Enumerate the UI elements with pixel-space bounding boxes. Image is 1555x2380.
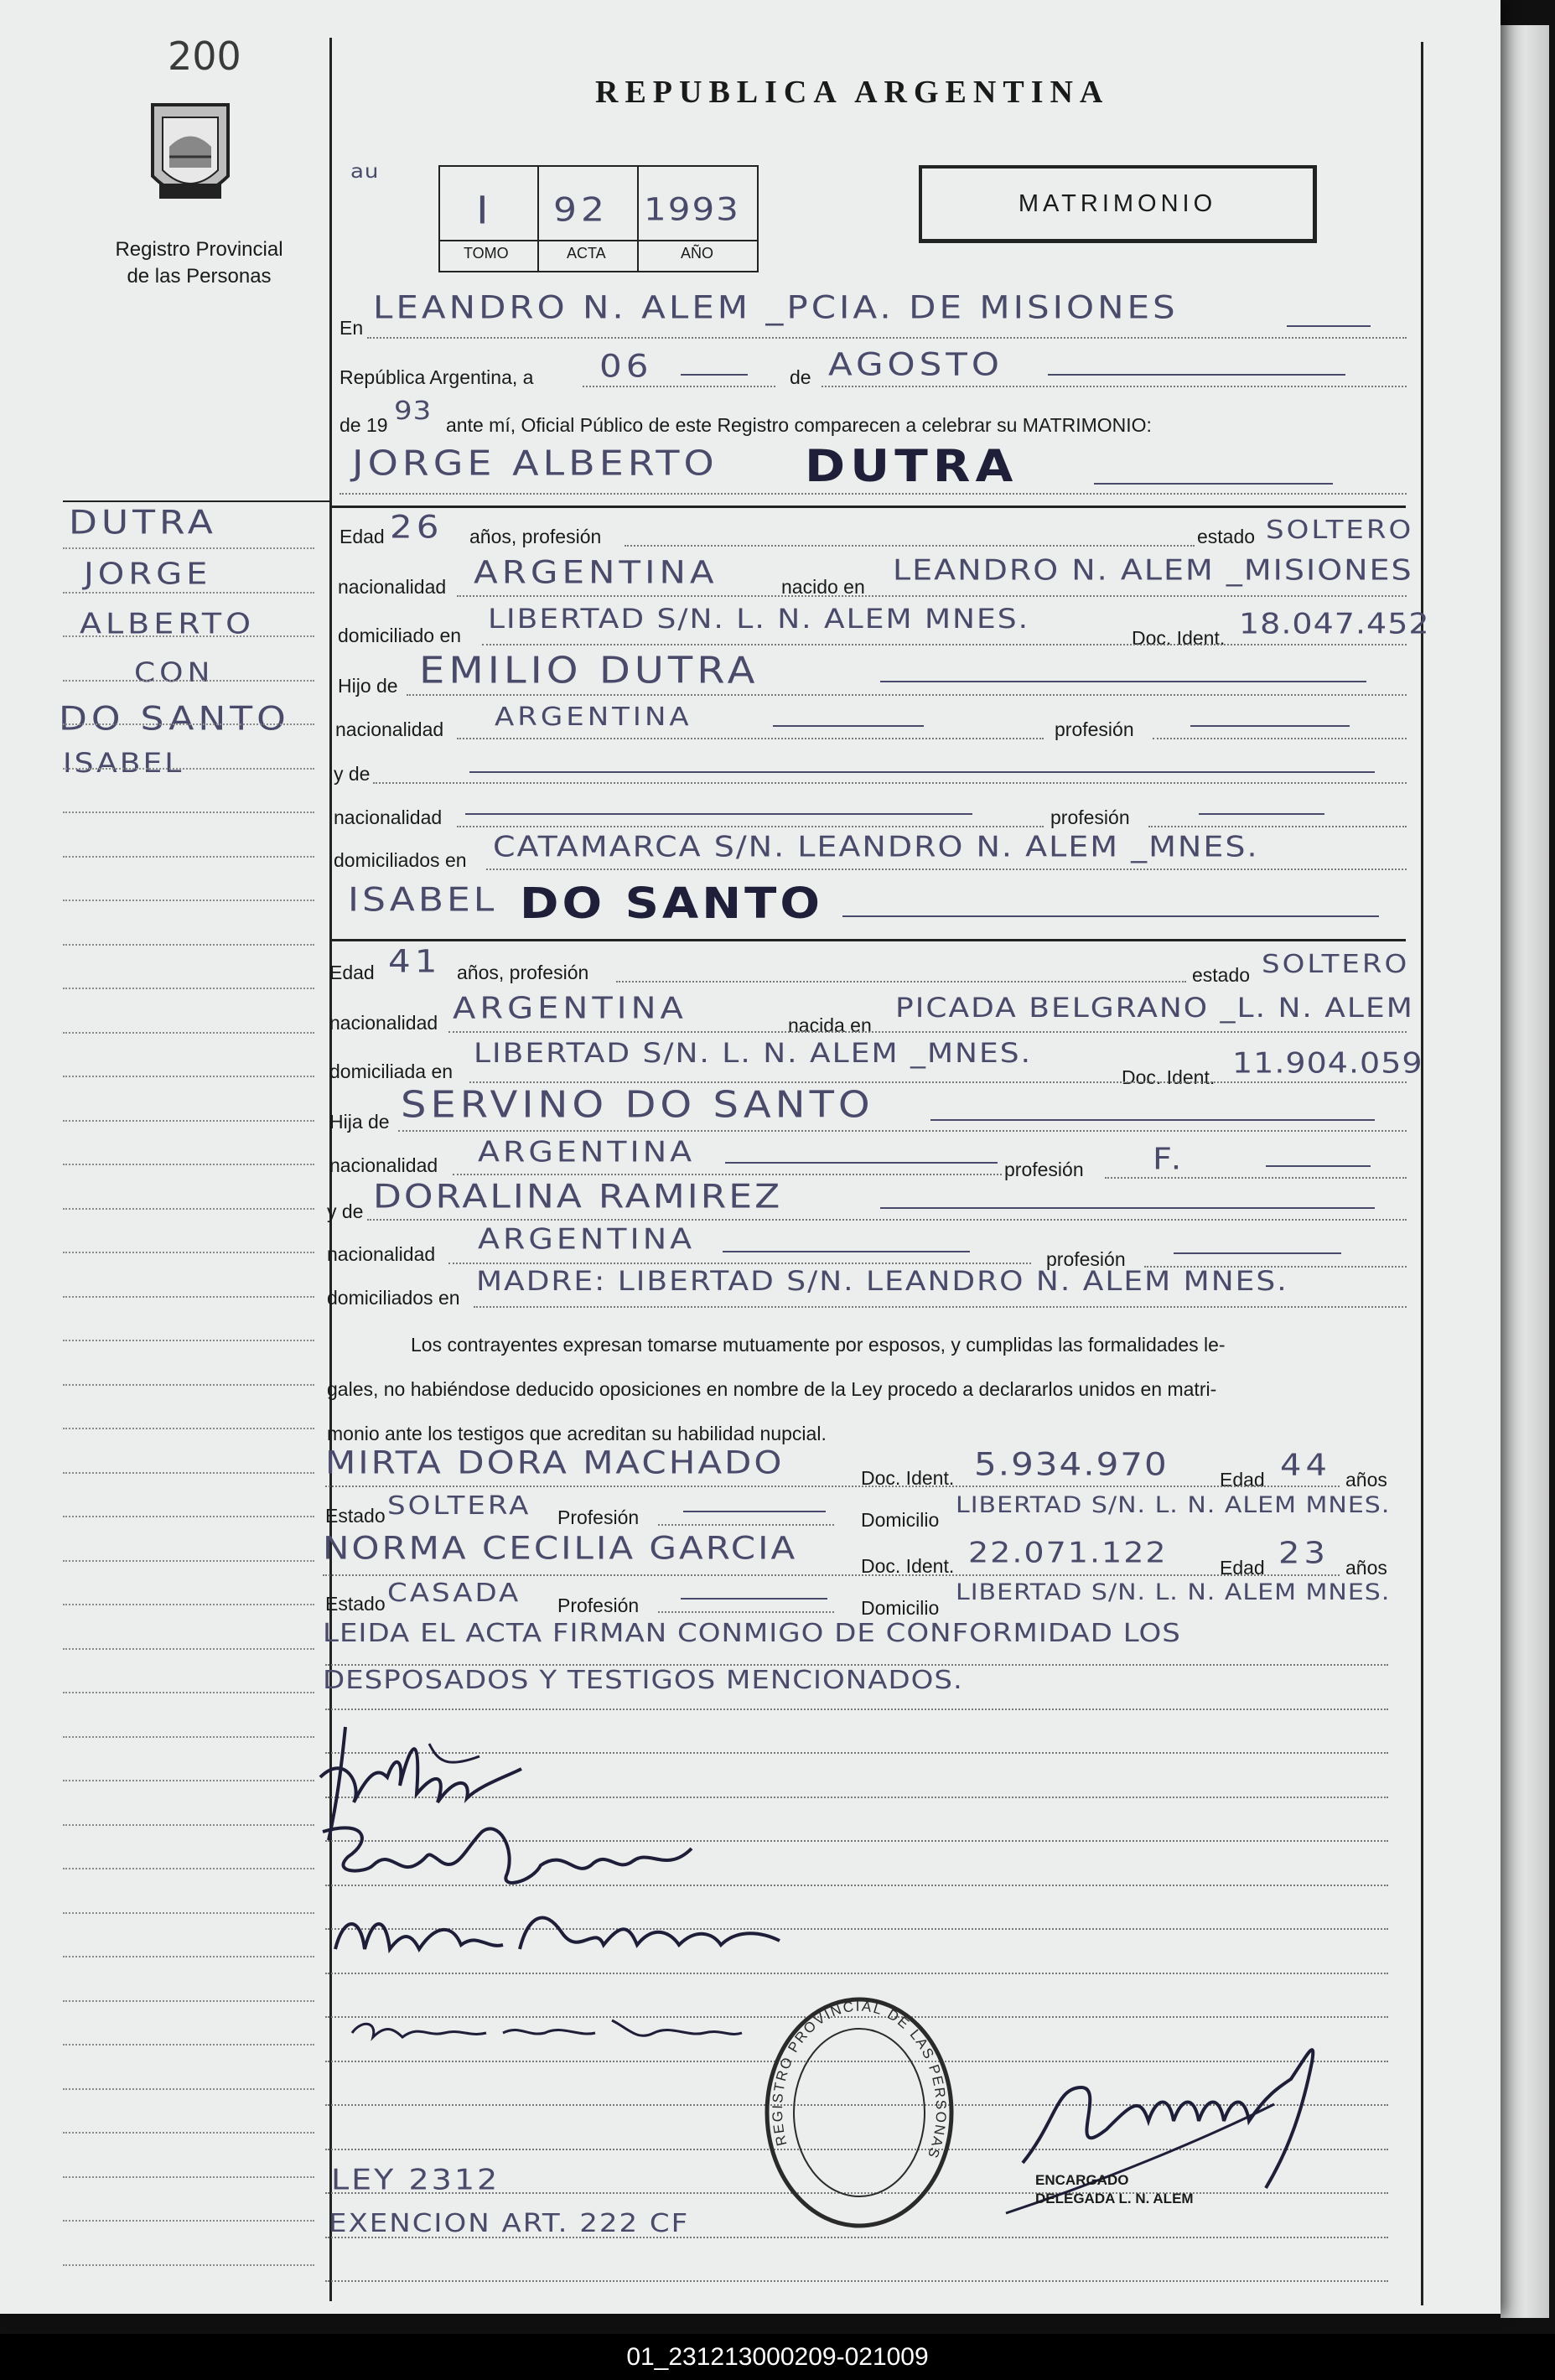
bride-father-profession: F.	[1153, 1142, 1186, 1177]
bride-doc-label: Doc. Ident.	[1122, 1066, 1215, 1088]
en-label: En	[340, 317, 364, 339]
registry-stamp	[759, 1991, 960, 2234]
right-page-border	[1421, 42, 1423, 2305]
annotation-mark: au	[350, 160, 380, 184]
groom-age: 26	[390, 508, 443, 546]
dotted-line	[1105, 1177, 1407, 1179]
bride-dom-label: domiciliada en	[329, 1060, 454, 1082]
witness-1-civil-status: SOLTERA	[387, 1491, 531, 1521]
fill-dash	[725, 1162, 998, 1164]
dotted-line	[469, 1081, 1407, 1083]
doc-type-label: MATRIMONIO	[1018, 190, 1217, 217]
witness-2-civil-status: CASADA	[387, 1578, 521, 1608]
groom-father-nac-label: nacionalidad	[335, 718, 444, 740]
acta-label: ACTA	[567, 245, 606, 262]
bride-father-nationality: ARGENTINA	[478, 1135, 696, 1169]
margin-ruled-line	[63, 1604, 314, 1605]
fill-dash	[773, 725, 924, 727]
dotted-line	[457, 738, 1044, 739]
fill-dash	[723, 1251, 970, 1252]
bride-birthplace: PICADA BELGRANO _L. N. ALEM	[895, 993, 1414, 1024]
groom-civil-status: SOLTERO	[1266, 515, 1414, 545]
witness-2-signature	[344, 2004, 746, 2054]
witness-2-dom-label: Domicilio	[861, 1597, 940, 1619]
margin-bride-surname: DO SANTO	[59, 699, 290, 739]
fill-dash	[1174, 1252, 1341, 1254]
fill-dash	[1094, 483, 1333, 485]
margin-ruled-line	[63, 2088, 314, 2090]
dotted-line	[583, 386, 775, 387]
dotted-line	[482, 644, 1407, 646]
margin-ruled-line	[63, 2176, 314, 2178]
margin-ruled-line	[63, 1252, 314, 1253]
closing-line-1: LEIDA EL ACTA FIRMAN CONMIGO DE CONFORMIDAD LOS	[323, 1618, 1181, 1648]
groom-edad-label: Edad	[340, 526, 385, 547]
registry-line-2: de las Personas	[127, 265, 272, 288]
dotted-line	[486, 869, 1407, 870]
witness-2-anios-label: años	[1345, 1557, 1387, 1579]
dotted-line	[325, 1486, 1340, 1487]
official-stamp-line-2: DELEGADA L. N. ALEM	[1035, 2191, 1194, 2206]
bride-parents-address: MADRE: LIBERTAD S/N. LEANDRO N. ALEM MNES.	[476, 1266, 1288, 1297]
declaration-text	[327, 1323, 1400, 1456]
bride-mother: DORALINA RAMIREZ	[373, 1177, 783, 1216]
year-value: 93	[394, 396, 433, 426]
fill-dash	[880, 1207, 1375, 1209]
margin-ruled-line	[63, 1780, 314, 1781]
margin-ruled-line	[63, 1912, 314, 1914]
margin-ruled-line	[63, 1384, 314, 1386]
groom-parents-address: CATAMARCA S/N. LEANDRO N. ALEM _MNES.	[493, 830, 1259, 863]
margin-ruled-line	[63, 1032, 314, 1034]
bride-nationality: ARGENTINA	[453, 991, 687, 1026]
groom-nac-label: nacionalidad	[338, 576, 447, 598]
doc-type-box	[919, 165, 1317, 243]
groom-given-names: JORGE ALBERTO	[352, 442, 718, 484]
witness-1-address: LIBERTAD S/N. L. N. ALEM MNES.	[956, 1491, 1391, 1519]
margin-ruled-line	[63, 635, 314, 637]
margin-ruled-line	[63, 1560, 314, 1562]
month-value: AGOSTO	[828, 345, 1003, 383]
witness-1-name: MIRTA DORA MACHADO	[325, 1444, 785, 1481]
fill-dash	[1190, 725, 1350, 727]
witness-1-estado-label: Estado	[325, 1505, 386, 1527]
dotted-line	[474, 1306, 1407, 1308]
groom-estado-label: estado	[1197, 526, 1256, 547]
witness-1-age: 44	[1280, 1448, 1331, 1483]
dotted-line	[448, 1031, 1407, 1033]
republica-label: República Argentina, a	[340, 366, 534, 388]
bride-signature	[314, 1815, 700, 1899]
stamp-text: REGISTRO PROVINCIAL DE LAS PERSONAS	[769, 1998, 950, 2162]
section-rule-bride	[331, 939, 1406, 941]
dotted-line	[448, 1263, 1031, 1264]
witness-2-doc-label: Doc. Ident.	[861, 1555, 955, 1577]
groom-document: 18.047.452	[1239, 607, 1430, 640]
fill-dash	[681, 374, 748, 376]
groom-hijo-label: Hijo de	[338, 675, 398, 697]
fill-dash	[880, 681, 1366, 682]
bride-age: 41	[388, 942, 442, 980]
groom-yde-label: y de	[334, 763, 371, 785]
dotted-line	[398, 1130, 1407, 1132]
dotted-line	[1148, 826, 1407, 827]
margin-ruled-line	[63, 1120, 314, 1122]
bride-given-name: ISABEL	[348, 880, 498, 920]
bride-estado-label: estado	[1192, 964, 1251, 986]
margin-first-name: JORGE	[84, 557, 212, 592]
bride-father-prof-label: profesión	[1004, 1159, 1084, 1180]
groom-address: LIBERTAD S/N. L. N. ALEM MNES.	[488, 604, 1030, 635]
bride-surname: DO SANTO	[520, 879, 823, 929]
margin-surname: DUTRA	[69, 503, 217, 542]
margin-ruled-line	[63, 723, 314, 725]
groom-doms-label: domiciliados en	[334, 849, 467, 871]
margin-ruled-line	[63, 1340, 314, 1341]
witness-1-doc-label: Doc. Ident.	[861, 1467, 955, 1489]
registry-line-1: Registro Provincial	[115, 238, 283, 261]
provincial-seal-icon	[144, 96, 236, 214]
groom-mother-nac-label: nacionalidad	[334, 806, 443, 828]
margin-ruled-line	[63, 1208, 314, 1210]
dotted-line	[625, 545, 1195, 547]
fill-dash	[681, 1598, 827, 1600]
next-page-edge	[1501, 25, 1549, 2318]
margin-ruled-line	[63, 592, 314, 594]
body-ruled-line	[325, 2280, 1388, 2282]
declaration-line-3: monio ante los testigos que acreditan su habilidad nupcial.	[327, 1423, 827, 1444]
box-divider	[537, 165, 539, 271]
witness-2-name: NORMA CECILIA GARCIA	[323, 1529, 798, 1567]
dotted-line	[457, 595, 1407, 597]
tomo-value: I	[476, 188, 493, 233]
margin-ruled-line	[63, 1956, 314, 1957]
declaration-line-2: gales, no habiéndose deducido oposiciones en nombre de la Ley procedo a declararlos unidos en matri-	[327, 1378, 1217, 1400]
comparecen-text: ante mí, Oficial Público de este Registro comparecen a celebrar su MATRIMONIO:	[446, 414, 1152, 436]
groom-nacido-label: nacido en	[781, 576, 865, 598]
bride-father-nac-label: nacionalidad	[329, 1154, 438, 1176]
margin-ruled-line	[63, 680, 314, 682]
bride-yde-label: y de	[327, 1200, 364, 1222]
dotted-line	[453, 1174, 1002, 1175]
section-rule-groom	[331, 506, 1406, 508]
bride-document: 11.904.059	[1232, 1046, 1423, 1080]
dotted-line	[367, 1219, 1407, 1221]
groom-surname: DUTRA	[805, 440, 1019, 492]
bride-nac-label: nacionalidad	[329, 1012, 438, 1034]
box-divider	[438, 240, 757, 241]
year-prefix-label: de 19	[340, 414, 388, 436]
witness-2-estado-label: Estado	[325, 1593, 386, 1615]
margin-ruled-line	[63, 988, 314, 989]
fill-dash	[1199, 813, 1324, 815]
closing-line-2: DESPOSADOS Y TESTIGOS MENCIONADOS.	[323, 1665, 963, 1695]
witness-1-edad-label: Edad	[1220, 1469, 1265, 1491]
fill-dash	[1287, 325, 1371, 327]
margin-ruled-line	[63, 2132, 314, 2134]
margin-ruled-line	[63, 1692, 314, 1693]
declaration-line-1: Los contrayentes expresan tomarse mutuamente por esposos, y cumplidas las formalidades le-	[411, 1334, 1226, 1356]
witness-1-signature	[327, 1899, 796, 1974]
margin-ruled-line	[63, 1516, 314, 1517]
day-value: 06	[599, 347, 653, 385]
dotted-line	[373, 782, 1407, 784]
dotted-line	[1153, 738, 1407, 739]
fill-dash	[465, 813, 972, 815]
country-title: REPUBLICA ARGENTINA	[595, 75, 1110, 110]
de-label: de	[790, 366, 811, 388]
bride-mother-nac-label: nacionalidad	[327, 1243, 436, 1265]
margin-ruled-line	[63, 1736, 314, 1738]
margin-ruled-line	[63, 2000, 314, 2002]
margin-ruled-line	[63, 768, 314, 770]
bride-address: LIBERTAD S/N. L. N. ALEM _MNES.	[474, 1038, 1033, 1069]
fill-dash	[842, 915, 1379, 917]
bride-hija-label: Hija de	[329, 1111, 390, 1133]
witness-1-prof-label: Profesión	[557, 1506, 640, 1528]
dotted-line	[616, 981, 1186, 983]
dotted-line	[658, 1524, 834, 1526]
official-stamp	[1035, 2171, 1194, 2208]
body-ruled-line	[325, 1709, 1388, 1710]
witness-2-edad-label: Edad	[1220, 1557, 1265, 1579]
groom-nationality: ARGENTINA	[474, 553, 718, 591]
image-caption: 01_231213000209-021009	[0, 2334, 1555, 2380]
margin-con: CON	[134, 657, 215, 688]
margin-ruled-line	[63, 1428, 314, 1429]
margin-ruled-line	[63, 1868, 314, 1869]
dotted-line	[323, 1574, 1340, 1576]
witness-2-prof-label: Profesión	[557, 1594, 640, 1616]
registry-name	[80, 236, 319, 290]
fill-dash	[1048, 374, 1345, 376]
margin-ruled-line	[63, 1164, 314, 1165]
margin-ruled-line	[63, 856, 314, 858]
groom-mother-prof-label: profesión	[1050, 806, 1130, 828]
groom-doc-label: Doc. Ident.	[1132, 627, 1226, 649]
margin-ruled-line	[63, 1296, 314, 1298]
margin-ruled-line	[63, 811, 314, 813]
groom-father-prof-label: profesión	[1055, 718, 1134, 740]
groom-father-nationality: ARGENTINA	[495, 702, 692, 732]
ano-value: 1993	[644, 190, 740, 228]
footer-ley: LEY 2312	[331, 2163, 500, 2196]
bride-mother-nationality: ARGENTINA	[478, 1222, 696, 1256]
official-stamp-line-1: ENCARGADO	[1035, 2172, 1129, 2188]
bride-doms-label: domiciliados en	[327, 1287, 460, 1309]
fill-dash	[469, 771, 1375, 773]
tomo-label: TOMO	[464, 245, 509, 262]
margin-ruled-line	[63, 547, 314, 549]
witness-2-age: 23	[1278, 1536, 1330, 1571]
witness-1-anios-label: años	[1345, 1469, 1387, 1491]
dotted-line	[457, 826, 1044, 827]
bride-mother-prof-label: profesión	[1046, 1248, 1126, 1270]
margin-middle-name: ALBERTO	[80, 607, 256, 640]
margin-ruled-line	[63, 1824, 314, 1826]
acta-value: 92	[553, 190, 609, 230]
dotted-line	[822, 386, 1407, 387]
bride-edad-label: Edad	[329, 962, 375, 983]
dotted-line	[407, 694, 1407, 696]
bride-father: SERVINO DO SANTO	[401, 1083, 874, 1127]
witness-1-document: 5.934.970	[974, 1445, 1169, 1483]
dotted-line	[340, 493, 1407, 495]
margin-bride-name: ISABEL	[63, 748, 184, 779]
bride-nacida-label: nacida en	[788, 1014, 872, 1036]
margin-ruled-line	[63, 2044, 314, 2046]
witness-2-document: 22.071.122	[968, 1536, 1168, 1569]
groom-dom-label: domiciliado en	[338, 625, 462, 646]
margin-ruled-line	[63, 2264, 314, 2266]
dotted-line	[367, 337, 1407, 339]
ano-label: AÑO	[681, 245, 714, 262]
groom-birthplace: LEANDRO N. ALEM _MISIONES	[893, 553, 1413, 587]
place-value: LEANDRO N. ALEM _PCIA. DE MISIONES	[373, 288, 1179, 326]
fill-dash	[683, 1511, 826, 1512]
margin-ruled-line	[63, 1648, 314, 1650]
margin-ruled-line	[63, 2220, 314, 2222]
bride-anios-label: años, profesión	[457, 962, 589, 983]
dotted-line	[658, 1611, 834, 1613]
margin-top-rule	[63, 500, 329, 502]
witness-2-address: LIBERTAD S/N. L. N. ALEM MNES.	[956, 1579, 1391, 1606]
folio-number: 200	[168, 34, 241, 79]
box-divider	[637, 165, 639, 271]
margin-ruled-line	[63, 900, 314, 901]
witness-1-dom-label: Domicilio	[861, 1509, 940, 1531]
body-ruled-line	[325, 1664, 1388, 1666]
footer-exencion: EXENCION ART. 222 CF	[329, 2208, 690, 2238]
margin-ruled-line	[63, 1472, 314, 1474]
fill-dash	[1266, 1165, 1371, 1167]
groom-father: EMILIO DUTRA	[419, 649, 759, 692]
bride-civil-status: SOLTERO	[1262, 949, 1410, 979]
margin-ruled-line	[63, 944, 314, 946]
groom-anios-label: años, profesión	[469, 526, 602, 547]
fill-dash	[930, 1119, 1375, 1121]
margin-ruled-line	[63, 1076, 314, 1077]
